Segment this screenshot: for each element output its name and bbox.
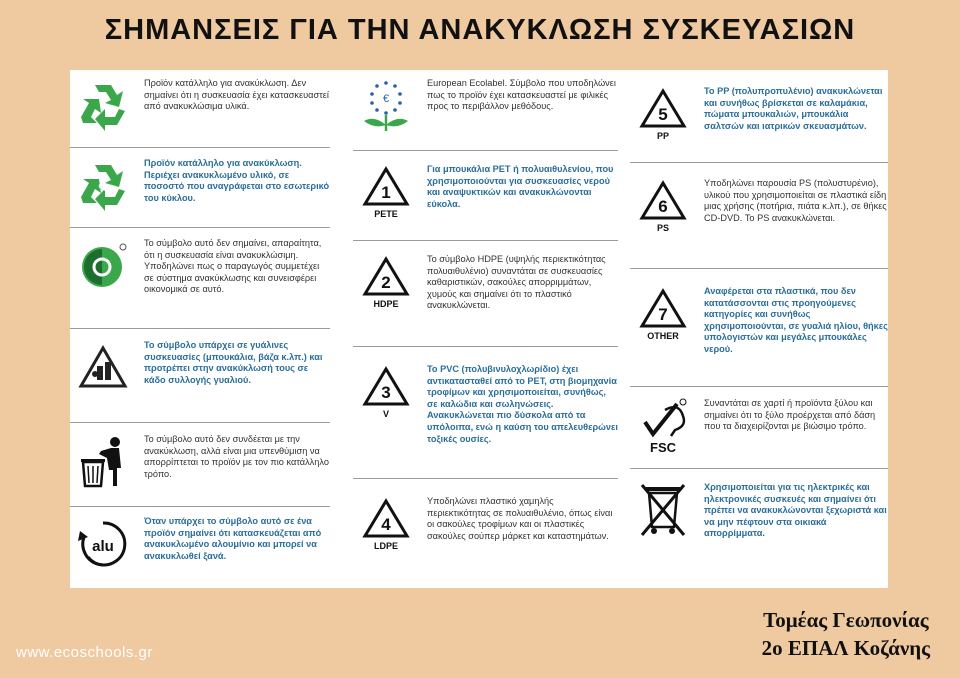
resin-code-4-icon	[353, 494, 419, 554]
school-name: 2ο ΕΠΑΛ Κοζάνης	[761, 636, 930, 660]
item-description: European Ecolabel. Σύμβολο που υποδηλώνει πως το προϊόν έχει κατασκευαστεί με φιλικές προς το περιβάλλον μεθόδους.	[427, 78, 616, 112]
resin-code-label: V	[382, 408, 389, 419]
divider	[70, 506, 330, 507]
website-link[interactable]: www.ecoschools.gr	[16, 644, 153, 661]
divider	[353, 478, 618, 479]
symbols-sheet	[70, 70, 888, 588]
item-description: Για μπουκάλια PET ή πολυαιθυλενίου, που χρησιμοποιούνται για συσκευασίες νερού και αναψυκτικών και ανακυκλώνονται εύκολα.	[427, 164, 614, 209]
svg-text:5: 5	[658, 104, 668, 124]
item-description: Υποδηλώνει πλαστικό χαμηλής περιεκτικότητας σε πολυαιθυλένιο, όπως είναι οι σακούλες τροφίμων και οι πλαστικές σακούλες σούπερ μάρκετ και καταστημάτων.	[427, 496, 613, 541]
svg-text:3: 3	[381, 382, 391, 402]
ecolabel-flower-icon	[353, 76, 419, 136]
svg-text:2: 2	[381, 272, 391, 292]
svg-text:FSC: FSC	[650, 440, 676, 455]
item-description: Όταν υπάρχει το σύμβολο αυτό σε ένα προϊόν σημαίνει ότι κατασκευάζεται από ανακυκλωμένο αλουμίνιο και μπορεί να ανακυκλωθεί ξανά.	[144, 516, 322, 561]
resin-code-label: HDPE	[373, 298, 399, 309]
resin-code-label: PS	[656, 222, 669, 233]
svg-text:1: 1	[381, 182, 391, 202]
tidyman-icon	[70, 432, 136, 492]
page-title: ΣΗΜΑΝΣΕΙΣ ΓΙΑ ΤΗΝ ΑΝΑΚΥΚΛΩΣΗ ΣΥΣΚΕΥΑΣΙΩΝ	[104, 14, 856, 46]
resin-code-1-icon	[353, 162, 419, 222]
divider	[70, 227, 330, 228]
crossed-bin-icon	[630, 480, 696, 540]
svg-text:%: %	[98, 183, 108, 194]
recycle-arrows-icon	[70, 76, 136, 136]
resin-code-label: PETE	[374, 208, 398, 219]
green-dot-icon	[70, 236, 136, 296]
divider	[353, 150, 618, 151]
item-description: Υποδηλώνει παρουσία PS (πολυστυρένιο), υλικού που χρησιμοποιείται σε πλαστικά είδη μιας χρήσης (ποτήρια, πιάτα κ.λπ.), σε θήκες CD-DVD. Το PS ανακυκλώνεται.	[704, 178, 887, 223]
department-name: Τομέας Γεωπονίας	[763, 608, 929, 632]
svg-text:alu: alu	[92, 538, 114, 555]
item-description: Χρησιμοποιείται για τις ηλεκτρικές και ηλεκτρονικές συσκευές και σημαίνει ότι πρέπει να ανακυκλώνονται ξεχωριστά και να μην πέφτουν στα οικιακά απορρίμματα.	[704, 482, 887, 539]
item-description: Το σύμβολο αυτό δεν συνδέεται με την ανακύκλωση, αλλά είναι μια υπενθύμιση να απορρίπτεται το προϊόν με τον πιο κατάλληλο τρόπο.	[144, 434, 329, 479]
divider	[353, 346, 618, 347]
resin-code-6-icon	[630, 176, 696, 236]
divider	[630, 468, 888, 469]
item-description: Το PVC (πολυβινυλοχλωρίδιο) έχει αντικατασταθεί από το PET, στη βιομηχανία τροφίμων και χρησιμοποιείται, συνήθως, σε καλώδια και σωληνώσεις. Ανακυκλώνεται πιο δύσκολα από τα υπόλοιπα, ενώ η καύση του απελευθερώνει τοξικές ουσίες.	[427, 364, 618, 444]
item-description: Αναφέρεται στα πλαστικά, που δεν κατατάσσονται στις προηγούμενες κατηγορίες και συνήθως χρησιμοποιούνται, σε γυαλιά ηλίου, θήκες υπολογιστών και μεγάλες μπουκάλες νερού.	[704, 286, 888, 354]
recycle-percent-icon	[70, 156, 136, 216]
item-description: Το PP (πολυπροπυλένιο) ανακυκλώνεται και συνήθως βρίσκεται σε καλαμάκια, πώματα μπουκαλιών, μπουκάλια σαλτσών και ιατρικών σκευασμάτων.	[704, 86, 883, 131]
resin-code-2-icon	[353, 252, 419, 312]
item-description: Το σύμβολο HDPE (υψηλής περιεκτικότητας πολυαιθυλένιο) συναντάται σε συσκευασίες καθαριστικών, σακούλες απορριμμάτων, χυμούς και σημαίνει ότι το πλαστικό ανακυκλώνεται.	[427, 254, 606, 311]
resin-code-7-icon	[630, 284, 696, 344]
resin-code-label: OTHER	[647, 330, 679, 341]
glass-recycle-icon	[70, 338, 136, 398]
item-description: Το σύμβολο αυτό δεν σημαίνει, απαραίτητα, ότι η συσκευασία είναι ανακυκλώσιμη. Υποδηλώνει πως ο παραγωγός συμμετέχει σε σύστημα ανακύκλωσης και συνεισφέρει οικονομικά σε αυτό.	[144, 238, 322, 295]
divider	[630, 268, 888, 269]
item-description: Το σύμβολο υπάρχει σε γυάλινες συσκευασίες (μπουκάλια, βάζα κ.λπ.) και προτρέπει στην ανακύκλωσή τους σε κάδο συλλογής γυαλιού.	[144, 340, 323, 385]
divider	[70, 328, 330, 329]
item-description: Προϊόν κατάλληλο για ανακύκλωση. Δεν σημαίνει ότι η συσκευασία έχει κατασκευαστεί από ανακυκλώσιμα υλικά.	[144, 78, 329, 112]
divider	[353, 240, 618, 241]
divider	[70, 422, 330, 423]
svg-text:7: 7	[658, 304, 668, 324]
svg-text:4: 4	[381, 514, 391, 534]
divider	[630, 162, 888, 163]
divider	[630, 386, 888, 387]
svg-text:6: 6	[658, 196, 668, 216]
resin-code-label: PP	[656, 130, 669, 141]
svg-text:€: €	[382, 93, 390, 105]
divider	[70, 147, 330, 148]
alu-icon	[70, 514, 136, 574]
school-signature	[762, 606, 930, 662]
fsc-tree-icon	[630, 396, 696, 456]
item-description: Προϊόν κατάλληλο για ανακύκλωση. Περιέχει ανακυκλωμένο υλικό, σε ποσοστό που αναγράφεται στο εσωτερικό του κύκλου.	[144, 158, 330, 203]
item-description: Συναντάται σε χαρτί ή προϊόντα ξύλου και σημαίνει ότι το ξύλο προέρχεται από δάση που τα διαχειρίζονται με βιώσιμο τρόπο.	[704, 398, 876, 432]
resin-code-5-icon	[630, 84, 696, 144]
resin-code-label: LDPE	[373, 540, 398, 551]
resin-code-3-icon	[353, 362, 419, 422]
